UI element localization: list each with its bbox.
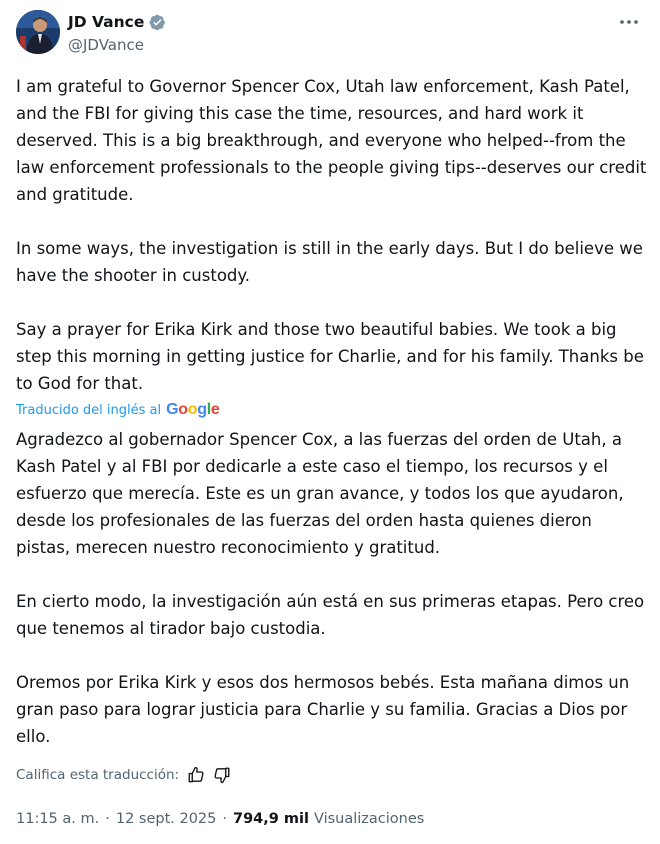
rate-translation-label: Califica esta traducción: [16, 767, 180, 783]
tweet-paragraph: Say a prayer for Erika Kirk and those two beautiful babies. We took a big step this morning in getting justice for Charlie, and for his family. Thanks be to God for that. [16, 320, 644, 393]
tweet-meta [16, 808, 424, 830]
tweet-header [16, 10, 644, 56]
translated-label: Traducido del inglés al [16, 402, 162, 418]
avatar[interactable] [16, 10, 60, 54]
author-names [68, 12, 166, 54]
tweet-paragraph: I am grateful to Governor Spencer Cox, Utah law enforcement, Kash Patel, and the FBI for giving this case the time, resources, and hard work it deserved. This is a big breakthrough, and everyone who helped--from the law enforcement professionals to the people giving tips--deserves our credit and gratitude. [16, 77, 647, 204]
tweet-text-original [16, 73, 650, 397]
rate-translation [16, 764, 231, 786]
thumbs-down-icon[interactable] [213, 766, 231, 784]
translated-paragraph: Oremos por Erika Kirk y esos dos hermosos bebés. Esta mañana dimos un gran paso para lograr justicia para Charlie y su familia. Gracias a Dios por ello. [16, 673, 630, 746]
tweet-date[interactable]: 12 sept. 2025 [115, 811, 217, 827]
views-label: Visualizaciones [313, 811, 425, 827]
tweet-time[interactable]: 11:15 a. m. [16, 811, 100, 827]
handle[interactable]: @JDVance [68, 36, 144, 54]
tweet-paragraph: In some ways, the investigation is still in the early days. But I do believe we have the shooter in custody. [16, 239, 643, 285]
translated-paragraph: Agradezco al gobernador Spencer Cox, a las fuerzas del orden de Utah, a Kash Patel y al FBI por dedicarle a este caso el tiempo, los recursos y el esfuerzo que merecía. Este es un gran avance, y todos los que ayudaron, desde los profesionales de las fuerzas del orden hasta quienes dieron pistas, merecen nuestro reconocimiento y gratitud. [16, 430, 624, 557]
display-name[interactable]: JD Vance [68, 13, 145, 31]
verified-badge-icon [149, 14, 166, 31]
more-options-icon[interactable] [618, 14, 640, 30]
tweet-text-translated [16, 426, 650, 750]
thumbs-up-icon[interactable] [187, 766, 205, 784]
translated-paragraph: En cierto modo, la investigación aún está en sus primeras etapas. Pero creo que tenemos al tirador bajo custodia. [16, 592, 645, 638]
separator: · [105, 811, 110, 827]
avatar-image [16, 10, 60, 54]
translated-by-google-link[interactable] [16, 400, 220, 420]
display-name-row [68, 12, 166, 32]
views-count: 794,9 mil [233, 811, 309, 827]
separator: · [222, 811, 227, 827]
google-logo: Google [166, 401, 220, 418]
